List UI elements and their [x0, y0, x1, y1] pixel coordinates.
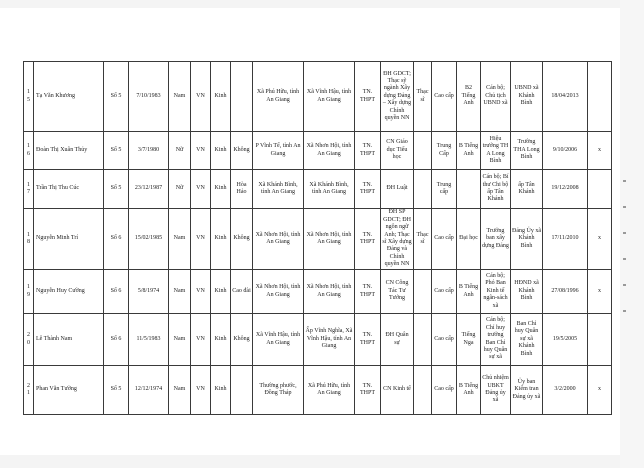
academic-degree: Thạc sĩ — [414, 209, 432, 270]
table-row — [24, 62, 612, 132]
residence: Ấp Vĩnh Nghĩa, Xã Vĩnh Hậu, tỉnh An Giang — [304, 314, 355, 366]
position: Trưởng ban xây dựng Đảng — [481, 209, 511, 270]
table-row — [24, 209, 612, 270]
workplace: ấp Tân Khánh — [511, 170, 543, 209]
nationality: VN — [191, 314, 211, 366]
nationality: VN — [191, 170, 211, 209]
specialty: ĐH GDCT; Thạc sỹ ngành Xây dựng Đảng – Xây dựng Chính quyền NN — [381, 62, 414, 132]
political-theory: Cao cấp — [432, 270, 457, 314]
incumbent-mark — [588, 314, 612, 366]
foreign-language: Tiếng Nga — [457, 314, 481, 366]
academic-degree — [414, 132, 432, 170]
workplace: Đảng Ủy xã Khánh Bình — [511, 209, 543, 270]
date-of-birth: 23/12/1987 — [129, 170, 169, 209]
foreign-language: B2 Tiếng Anh — [457, 62, 481, 132]
position: Chủ nhiệm UBKT Đảng ủy xã — [481, 366, 511, 415]
date-of-birth: 5/8/1974 — [129, 270, 169, 314]
ethnicity: Kinh — [211, 209, 231, 270]
religion — [231, 62, 253, 132]
birthplace: Xã Nhơn Hội, tỉnh An Giang — [253, 270, 304, 314]
party-join-date: 27/08/1996 — [543, 270, 588, 314]
ethnicity: Kinh — [211, 314, 231, 366]
general-education: TN. THPT — [355, 132, 381, 170]
row-number: 16 — [24, 132, 34, 170]
residence: Xã Khánh Bình, tỉnh An Giang — [304, 170, 355, 209]
specialty: ĐH Luật — [381, 170, 414, 209]
date-of-birth: 11/5/1983 — [129, 314, 169, 366]
birthplace: Xã Khánh Bình, tỉnh An Giang — [253, 170, 304, 209]
unit-number: Số 5 — [104, 366, 129, 415]
specialty: CN Công Tác Tư Tưởng — [381, 270, 414, 314]
religion: Cao đài — [231, 270, 253, 314]
date-of-birth: 12/12/1974 — [129, 366, 169, 415]
date-of-birth: 3/7/1980 — [129, 132, 169, 170]
incumbent-mark: x — [588, 270, 612, 314]
table-row — [24, 270, 612, 314]
party-join-date: 19/5/2005 — [543, 314, 588, 366]
specialty: CN Giáo dục Tiểu học — [381, 132, 414, 170]
workplace: Trường THA Long Bình — [511, 132, 543, 170]
nationality: VN — [191, 366, 211, 415]
general-education: TN. THPT — [355, 209, 381, 270]
row-number: 20 — [24, 314, 34, 366]
academic-degree — [414, 270, 432, 314]
workplace: UBND xã Khánh Bình — [511, 62, 543, 132]
specialty: ĐH Quân sự — [381, 314, 414, 366]
gender: Nam — [169, 62, 191, 132]
scan-artifacts — [623, 180, 633, 380]
candidate-name: Lê Thành Nam — [34, 314, 104, 366]
row-number: 19 — [24, 270, 34, 314]
birthplace: P Vĩnh Tế, tỉnh An Giang — [253, 132, 304, 170]
position: Hiệu trưởng TH A Long Bình — [481, 132, 511, 170]
general-education: TN. THPT — [355, 270, 381, 314]
table-row — [24, 314, 612, 366]
ethnicity: Kinh — [211, 132, 231, 170]
position: Cán bộ; Chủ tịch UBND xã — [481, 62, 511, 132]
nationality: VN — [191, 62, 211, 132]
incumbent-mark — [588, 170, 612, 209]
gender: Nam — [169, 209, 191, 270]
scan-margin-bottom — [0, 455, 644, 468]
religion: Không — [231, 209, 253, 270]
incumbent-mark — [588, 62, 612, 132]
religion: Không — [231, 314, 253, 366]
gender: Nam — [169, 366, 191, 415]
foreign-language: B Tiếng Anh — [457, 132, 481, 170]
political-theory: Trung Cấp — [432, 132, 457, 170]
gender: Nữ — [169, 132, 191, 170]
scan-margin-top — [0, 0, 644, 8]
nationality: VN — [191, 132, 211, 170]
position: Cán bộ; Chỉ huy trưởng Ban Chỉ huy Quân sự xã — [481, 314, 511, 366]
party-join-date: 3/2/2000 — [543, 366, 588, 415]
party-join-date: 17/11/2010 — [543, 209, 588, 270]
incumbent-mark: x — [588, 209, 612, 270]
ethnicity: Kinh — [211, 270, 231, 314]
position: Cán bộ; Bí thư Chi bộ ấp Tân Khánh — [481, 170, 511, 209]
candidate-name: Đoàn Thị Xuân Thủy — [34, 132, 104, 170]
row-number: 21 — [24, 366, 34, 415]
religion — [231, 366, 253, 415]
foreign-language — [457, 170, 481, 209]
political-theory: Trung cấp — [432, 170, 457, 209]
candidate-name: Tạ Văn Khương — [34, 62, 104, 132]
gender: Nam — [169, 270, 191, 314]
political-theory: Cao cấp — [432, 209, 457, 270]
party-join-date: 18/04/2013 — [543, 62, 588, 132]
residence: Xã Nhơn Hội, tỉnh An Giang — [304, 209, 355, 270]
unit-number: Số 6 — [104, 314, 129, 366]
party-join-date: 19/12/2008 — [543, 170, 588, 209]
general-education: TN. THPT — [355, 314, 381, 366]
table-row — [24, 170, 612, 209]
date-of-birth: 15/02/1985 — [129, 209, 169, 270]
gender: Nam — [169, 314, 191, 366]
general-education: TN. THPT — [355, 366, 381, 415]
unit-number: Số 6 — [104, 270, 129, 314]
unit-number: Số 5 — [104, 170, 129, 209]
political-theory: Cao cấp — [432, 366, 457, 415]
birthplace: Xã Vĩnh Hậu, tỉnh An Giang — [253, 314, 304, 366]
political-theory: Cao cấp — [432, 62, 457, 132]
general-education: TN. THPT — [355, 170, 381, 209]
foreign-language: B Tiếng Anh — [457, 270, 481, 314]
row-number: 18 — [24, 209, 34, 270]
candidate-name: Nguyễn Minh Trí — [34, 209, 104, 270]
birthplace: Thường phước, Đồng Tháp — [253, 366, 304, 415]
specialty: ĐH SP GDCT; ĐH ngôn ngữ Anh; Thạc sĩ Xây dựng Đảng và Chính quyền NN — [381, 209, 414, 270]
academic-degree: Thạc sĩ — [414, 62, 432, 132]
ethnicity: Kinh — [211, 366, 231, 415]
nationality: VN — [191, 209, 211, 270]
incumbent-mark: x — [588, 366, 612, 415]
workplace: HĐND xã Khánh Bình — [511, 270, 543, 314]
academic-degree — [414, 314, 432, 366]
religion: Hòa Hảo — [231, 170, 253, 209]
residence: Xã Phú Hữu, tỉnh An Giang — [304, 366, 355, 415]
table-row — [24, 366, 612, 415]
unit-number: Số 5 — [104, 62, 129, 132]
table-row — [24, 132, 612, 170]
workplace: Ủy ban Kiểm tran Đảng ủy xã — [511, 366, 543, 415]
gender: Nữ — [169, 170, 191, 209]
unit-number: Số 6 — [104, 209, 129, 270]
ethnicity: Kinh — [211, 170, 231, 209]
residence: Xã Nhơn Hội, tỉnh An Giang — [304, 270, 355, 314]
academic-degree — [414, 366, 432, 415]
academic-degree — [414, 170, 432, 209]
birthplace: Xã Nhơn Hội, tỉnh An Giang — [253, 209, 304, 270]
religion: Không — [231, 132, 253, 170]
unit-number: Số 5 — [104, 132, 129, 170]
candidate-name: Nguyễn Huy Cường — [34, 270, 104, 314]
candidate-table — [23, 61, 612, 415]
incumbent-mark: x — [588, 132, 612, 170]
ethnicity: Kinh — [211, 62, 231, 132]
foreign-language: Đại học — [457, 209, 481, 270]
specialty: CN Kinh tế — [381, 366, 414, 415]
row-number: 15 — [24, 62, 34, 132]
candidate-name: Phan Văn Tường — [34, 366, 104, 415]
nationality: VN — [191, 270, 211, 314]
candidate-name: Trần Thị Thu Cúc — [34, 170, 104, 209]
residence: Xã Vĩnh Hậu, tỉnh An Giang — [304, 62, 355, 132]
political-theory: Cao cấp — [432, 314, 457, 366]
foreign-language: B Tiếng Anh — [457, 366, 481, 415]
position: Cán bộ; Phó Ban Kinh tế ngân-sách xã — [481, 270, 511, 314]
workplace: Ban Chỉ huy Quân sự xã Khánh Bình — [511, 314, 543, 366]
residence: Xã Nhơn Hội, tỉnh An Giang — [304, 132, 355, 170]
party-join-date: 9/10/2006 — [543, 132, 588, 170]
row-number: 17 — [24, 170, 34, 209]
birthplace: Xã Phú Hữu, tỉnh An Giang — [253, 62, 304, 132]
general-education: TN. THPT — [355, 62, 381, 132]
date-of-birth: 7/10/1983 — [129, 62, 169, 132]
